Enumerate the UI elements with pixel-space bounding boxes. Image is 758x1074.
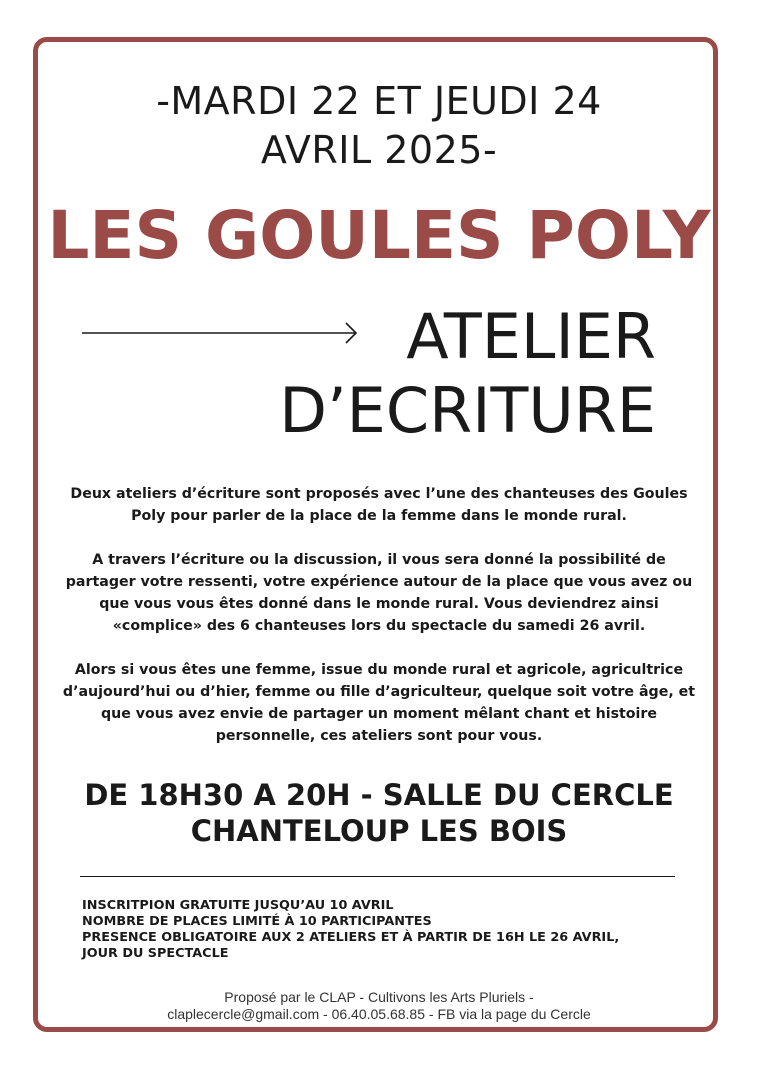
info-attendance: PRESENCE OBLIGATOIRE AUX 2 ATELIERS ET À PARTIR DE 16H LE 26 AVRIL, bbox=[82, 930, 620, 945]
schedule-time-venue: DE 18H30 A 20H - SALLE DU CERCLE bbox=[84, 778, 674, 812]
divider bbox=[80, 876, 675, 877]
event-date-line1: -MARDI 22 ET JEUDI 24 bbox=[156, 79, 602, 123]
long-right-arrow-icon bbox=[82, 318, 360, 348]
description-paragraph-2: A travers l’écriture ou la discussion, il vous sera donné la possibilité de partager votre ressenti, votre expérience autour de la place que vous avez ou que vous vous êtes donné dans le monde rural. Vous deviendrez ainsi «complice» des 6 chanteuses lors du spectacle du samedi 26 avril. bbox=[65, 552, 693, 634]
workshop-title-line1: ATELIER bbox=[406, 300, 656, 373]
schedule-location: CHANTELOUP LES BOIS bbox=[190, 814, 568, 848]
description-paragraph-3: Alors si vous êtes une femme, issue du monde rural et agricole, agricultrice d’aujourd’hui ou d’hier, femme ou fille d’agriculteur, quelque soit votre âge, et que vous avez envie de partager un moment mêlant chant et histoire personnelle, ces ateliers sont pour vous. bbox=[62, 662, 696, 744]
poster-border bbox=[33, 37, 718, 1032]
info-show-day: JOUR DU SPECTACLE bbox=[82, 946, 229, 961]
poster-title: LES GOULES POLY bbox=[47, 197, 711, 274]
footer-organizer: Proposé par le CLAP - Cultivons les Arts Pluriels - bbox=[224, 989, 534, 1005]
footer-contact: claplecercle@gmail.com - 06.40.05.68.85 - FB via la page du Cercle bbox=[167, 1006, 591, 1022]
event-date-line2: AVRIL 2025- bbox=[260, 128, 498, 172]
info-places: NOMBRE DE PLACES LIMITÉ À 10 PARTICIPANTES bbox=[82, 914, 432, 929]
description-paragraph-1: Deux ateliers d’écriture sont proposés avec l’une des chanteuses des Goules Poly pour parler de la place de la femme dans le monde rural. bbox=[70, 486, 688, 524]
workshop-title-line2: D’ECRITURE bbox=[279, 374, 656, 447]
info-registration: INSCRITPION GRATUITE JUSQU’AU 10 AVRIL bbox=[82, 898, 394, 913]
